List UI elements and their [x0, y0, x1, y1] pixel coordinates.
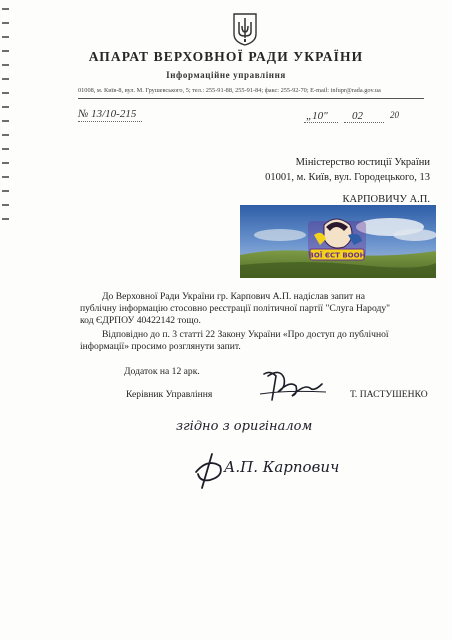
attachment-note: Додаток на 12 арк.	[124, 366, 200, 377]
manager-signature	[256, 366, 328, 406]
party-logo-icon	[308, 219, 366, 260]
recipient-name: КАРПОВИЧУ А.П.	[342, 194, 430, 205]
handwritten-name: А.П. Карпович	[224, 458, 340, 476]
body-paragraph-1-line-1: До Верховної Ради України гр. Карпович А.П. надіслав запит на	[102, 291, 366, 302]
registration-number-underline	[78, 121, 142, 122]
organization-title: АПАРАТ ВЕРХОВНОЇ РАДИ УКРАЇНИ	[88, 49, 364, 64]
body-paragraph-2-line-1: Відповідно до п. 3 статті 22 Закону України «Про доступ до публічної	[102, 329, 389, 340]
applicant-signature	[192, 452, 226, 492]
contact-address-line: 01008, м. Київ-8, вул. М. Грушевського, 5; тел.: 255-91-88, 255-91-84; факс: 255-92-70; E-mail: infupr@rada.gov.ua	[78, 87, 381, 94]
binder-holes	[2, 0, 10, 640]
recipient-address: 01001, м. Київ, вул. Городецького, 13	[265, 172, 430, 183]
handwritten-certification: згідно з оригіналом	[176, 419, 313, 434]
recipient-institution: Міністерство юстиції України	[295, 157, 430, 168]
body-paragraph-1-line-3: код ЄДРПОУ 40422142 тощо.	[80, 315, 201, 326]
body-paragraph-2-line-2: інформації» просимо розглянути запит.	[80, 341, 241, 352]
date-year: 20	[390, 110, 399, 120]
date-month-underline	[344, 122, 384, 123]
date-month: 02	[352, 110, 363, 122]
department-title: Інформаційне управління	[166, 70, 286, 80]
svg-text:ВОЇ ЄСТ ВООН: ВОЇ ЄСТ ВООН	[308, 251, 366, 260]
signer-position: Керівник Управління	[126, 389, 213, 400]
header-divider	[78, 98, 424, 99]
registration-number: № 13/10-215	[78, 108, 137, 120]
body-paragraph-1-line-2: публічну інформацію стосовно реєстрації політичної партії "Слуга Народу"	[80, 303, 391, 314]
signer-name: Т. ПАСТУШЕНКО	[350, 389, 428, 400]
date-day-underline	[304, 122, 338, 123]
date-day: „10"	[306, 110, 328, 122]
pasted-banner-image	[240, 205, 436, 278]
coat-of-arms-icon	[232, 12, 258, 46]
